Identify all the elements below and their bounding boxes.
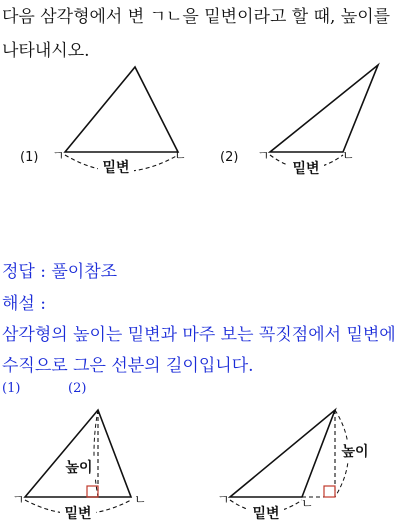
- top-fig1-triangle: [65, 67, 178, 152]
- explanation-line2: 수직으로 그은 선분의 길이입니다.: [2, 356, 254, 376]
- top-fig1-base-label: 밑변: [102, 160, 130, 176]
- top-fig2-triangle: [270, 65, 378, 152]
- top-fig1-vertex-right: ㄴ: [174, 149, 187, 164]
- bottom-fig1-vertex-right: ㄴ: [134, 493, 147, 508]
- bottom-fig1-height-brace: [94, 410, 98, 497]
- bottom-fig2-vertex-right: ㄴ: [301, 497, 314, 512]
- explanation-line1: 삼각형의 높이는 밑변과 마주 보는 꼭짓점에서 밑변에: [2, 325, 396, 345]
- bottom-fig1-height-label: 높이: [65, 460, 93, 476]
- top-fig2-vertex-right: ㄴ: [342, 149, 355, 164]
- bottom-fig1-vertex-left: ㄱ: [12, 493, 25, 508]
- top-figures: [0, 60, 400, 260]
- bottom-fig2-number: (2): [68, 381, 87, 396]
- top-fig1-vertex-left: ㄱ: [52, 149, 65, 164]
- question-text: 다음 삼각형에서 변 ㄱㄴ을 밑변이라고 할 때, 높이를 나타내시오.: [2, 7, 391, 61]
- bottom-fig1-triangle: [25, 410, 131, 497]
- bottom-fig2-height-label: 높이: [341, 444, 369, 460]
- top-fig2-vertex-left: ㄱ: [257, 149, 270, 164]
- bottom-fig2-triangle: [230, 410, 335, 497]
- answer-label: 정답 : 풀이참조: [2, 262, 118, 282]
- top-fig2-number: (2): [220, 150, 239, 165]
- bottom-fig1-number: (1): [2, 381, 21, 396]
- bottom-fig2-base-label: 밑변: [252, 506, 280, 522]
- bottom-fig2-vertex-left: ㄱ: [217, 493, 230, 508]
- bottom-fig1-base-label: 밑변: [64, 506, 92, 522]
- bottom-figures: [0, 397, 400, 522]
- top-fig1-number: (1): [20, 150, 39, 165]
- top-fig2-base-label: 밑변: [292, 161, 320, 177]
- explanation-title: 해설 :: [2, 294, 46, 314]
- bottom-fig2-right-angle: [324, 486, 335, 497]
